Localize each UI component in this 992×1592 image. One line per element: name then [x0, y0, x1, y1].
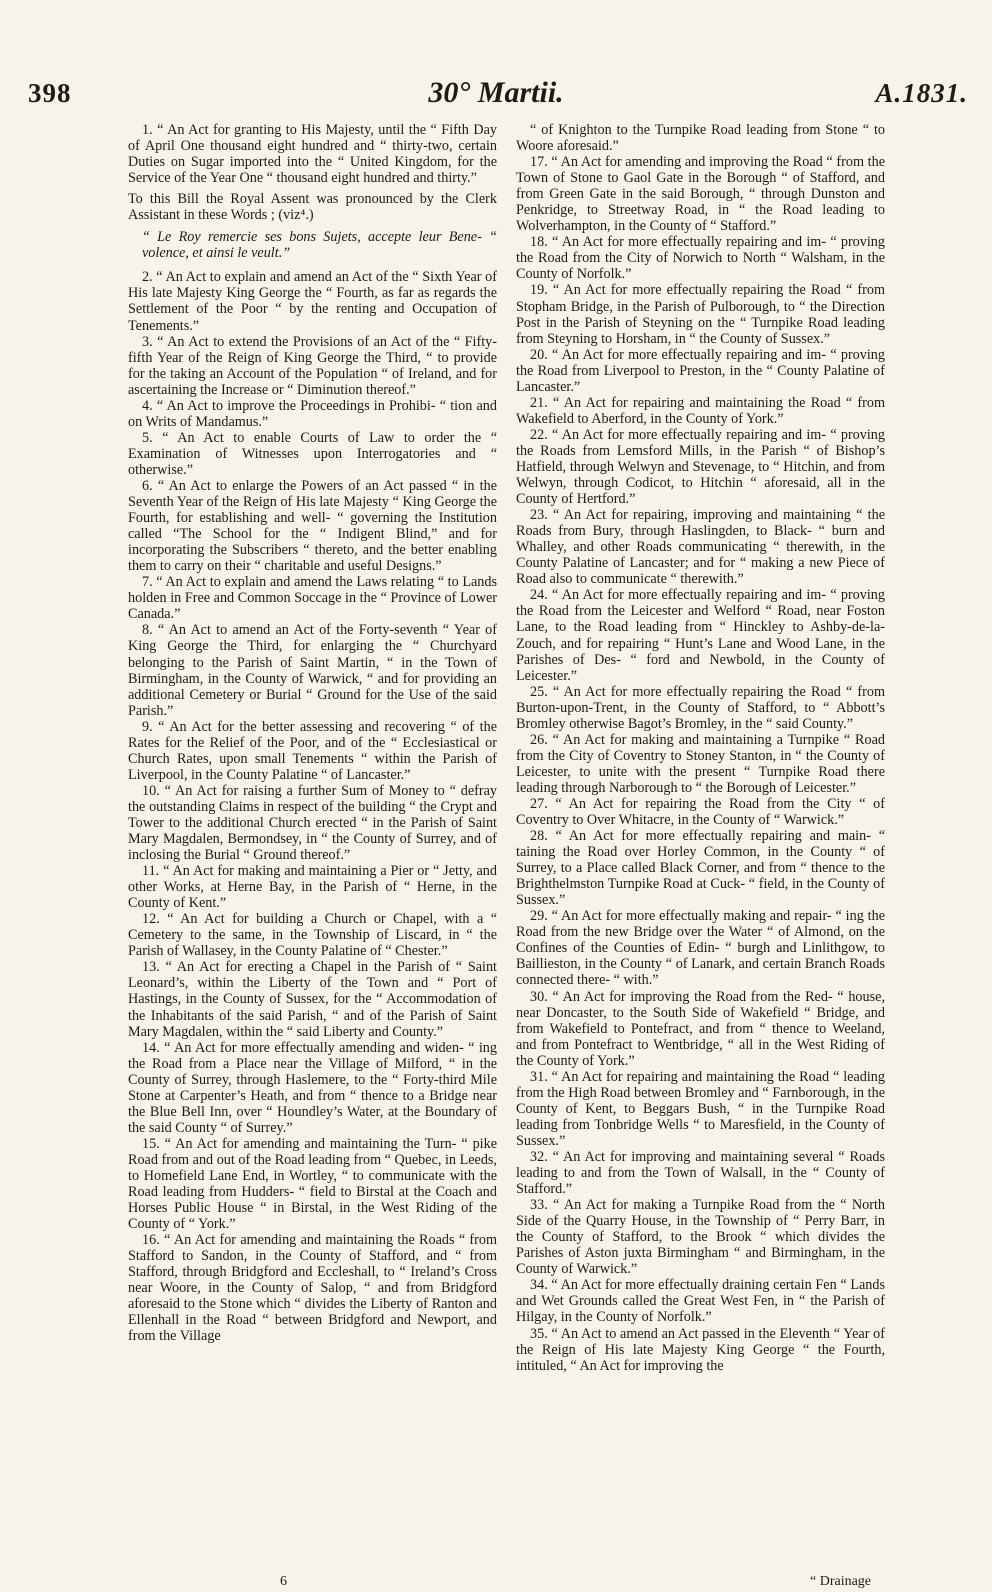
- act-entry: 27. “ An Act for repairing the Road from the City “ of Coventry to Over Whitacre, in the County of “ Warwick.”: [516, 795, 885, 829]
- continued-entry: “ of Knighton to the Turnpike Road leading from Stone “ to Woore aforesaid.”: [516, 122, 885, 155]
- act-entry: 20. “ An Act for more effectually repairing and im- “ proving the Road from Liverpool to Preston, in the “ County Palatine of Lancaster.”: [516, 346, 885, 395]
- act-entry: 17. “ An Act for amending and improving the Road “ from the Town of Stone to Gaol Gate in the Borough “ of Stafford, and from Green Gate in the said Borough, “ through Dunston and Penkridge, to Streetway Road, in “ the Road leading to Wolverhampton, in the County of “ Stafford.”: [516, 154, 885, 235]
- act-entry: 22. “ An Act for more effectually repairing and im- “ proving the Roads from Lemsford Mills, in the Parish “ of Bishop’s Hatfield, through Welwyn and Stevenage, to “ Hitchin, and from Welwyn, through Codicot, to Hitchin “ aforesaid, all in the County of Hertford.”: [516, 426, 885, 508]
- act-entry: 29. “ An Act for more effectually making and repair- “ ing the Road from the new Bridge over the Water “ of Almond, on the Confines of the Counties of Edin- “ burgh and Linlithgow, to Baillieston, in the County “ of Lanark, and certain Branch Roads connected there- “ with.”: [516, 908, 885, 989]
- act-entry: 21. “ An Act for repairing and maintaining the Road “ from Wakefield to Aberford, in the County of York.”: [516, 394, 885, 427]
- act-entry: 6. “ An Act to enlarge the Powers of an Act passed “ in the Seventh Year of the Reign of His late Majesty “ King George the Fourth, for establishing and well- “ governing the Institution called “The School for the “ Indigent Blind,” and for incorporating the Subscribers “ thereto, and the better enabling them to carry on their “ charitable and useful Designs.”: [128, 477, 497, 575]
- running-title: 30° Martii.: [428, 76, 564, 109]
- signature-mark: 6: [280, 1574, 287, 1589]
- act-entry: 26. “ An Act for making and maintaining a Turnpike “ Road from the City of Coventry to Stoney Stanton, in “ the County of Leicester, to unite with the present “ Turnpike Road there leading through Narborough to “ the Borough of Leicester.”: [516, 731, 885, 796]
- act-entry: 23. “ An Act for repairing, improving and maintaining “ the Roads from Bury, through Haslingden, to Black- “ burn and Whalley, and other Roads communicating “ therewith, in the County Palatine of Lancaster; and for “ making a new Piece of Road also to communicate “ therewith.”: [516, 507, 885, 588]
- year-heading: A.1831.: [875, 78, 968, 108]
- act-entry: 1. “ An Act for granting to His Majesty, until the “ Fifth Day of April One thousand eight hundred and “ thirty-two, certain Duties on Sugar imported into the “ United Kingdom, for the Service of the Year One “ thousand eight hundred and thirty.”: [128, 122, 497, 187]
- act-entry: 12. “ An Act for building a Church or Chapel, with a “ Cemetery to the same, in the Township of Liscard, in “ the Parish of Wallasey, in the County Palatine of “ Chester.”: [128, 911, 497, 960]
- act-entry: 4. “ An Act to improve the Proceedings in Prohibi- “ tion and on Writs of Mandamus.”: [128, 397, 497, 430]
- act-entry: 9. “ An Act for the better assessing and recovering “ of the Rates for the Relief of the Poor, and of the “ Ecclesiastical or Church Rates, upon small Tenements “ within the Parish of Liverpool, in the County Palatine “ of Lancaster.”: [128, 718, 497, 783]
- act-entry: 2. “ An Act to explain and amend an Act of the “ Sixth Year of His late Majesty King George the “ Fourth, as far as regards the Settlement of the Poor “ by the renting and Occupation of Tenements.”: [128, 269, 497, 334]
- page-header: [0, 78, 992, 122]
- act-entry: 28. “ An Act for more effectually repairing and main- “ taining the Road over Horley Common, in the County “ of Surrey, to a Place called Black Corner, and from “ thence to the Brighthelmston Turnpike Road at Cuck- “ field, in the County of Sussex.”: [516, 828, 885, 909]
- act-entry: 5. “ An Act to enable Courts of Law to order the “ Examination of Witnesses upon Interrogatories and “ otherwise.”: [128, 429, 497, 478]
- act-entry: 13. “ An Act for erecting a Chapel in the Parish of “ Saint Leonard’s, within the Liberty of the Town and “ Port of Hastings, in the County of Sussex, for the “ Accommodation of the Inhabitants of the said Parish, “ and of the Parish of Saint Mary Magdalen, within the “ said Liberty and County.”: [128, 959, 497, 1040]
- act-entry: 24. “ An Act for more effectually repairing and im- “ proving the Road from the Leicester and Welford “ Road, near Foston Lane, to the Road leading from “ Hinckley to Ashby-de-la-Zouch, and for repairing “ Hunt’s Lane and Wood Lane, in the Parishes of Des- “ ford and Newbold, in the County of Leicester.”: [516, 587, 885, 684]
- catchword: “ Drainage: [810, 1574, 872, 1589]
- act-entry: 19. “ An Act for more effectually repairing the Road “ from Stopham Bridge, in the Parish of Pulborough, to “ the Direction Post in the Parish of Steyning on the “ Turnpike Road leading from Steyning to Horsham, in “ the County of Sussex.”: [516, 282, 885, 347]
- act-entry: 8. “ An Act to amend an Act of the Forty-seventh “ Year of King George the Third, for enlarging the “ Churchyard belonging to the Parish of Saint Martin, “ in the Town of Birmingham, in the County of Warwick, “ and for providing an additional Cemetery or Burial “ Ground for the Use of the said Parish.”: [128, 622, 497, 719]
- act-entry: 34. “ An Act for more effectually draining certain Fen “ Lands and Wet Grounds called the Great West Fen, in “ the Parish of Hilgay, in the County of Norfolk.”: [516, 1277, 885, 1326]
- right-column: [516, 122, 885, 1374]
- act-entry: 31. “ An Act for repairing and maintaining the Road “ leading from the High Road between Bromley and “ Farnborough, in the County of Kent, to Beggars Bush, “ in the Turnpike Road leading from Tonbridge Wells “ to Maresfield, in the County of Sussex.”: [516, 1068, 885, 1149]
- act-entry: 3. “ An Act to extend the Provisions of an Act of the “ Fifty-fifth Year of the Reign of King George the Third, “ to provide for the taking an Account of the Population “ of Ireland, and for ascertaining the Increase or “ Diminution thereof.”: [128, 333, 497, 398]
- act-entry: 16. “ An Act for amending and maintaining the Roads “ from Stafford to Sandon, in the County of Stafford, and “ from Stafford, through Bridgford and Eccleshall, to “ Ireland’s Cross near Woore, in the County of Salop, “ and from Bridgford aforesaid to the Stone which “ divides the Liberty of Ranton and Ellenhall in the Road “ between Bridgford and Newport, and from the Village: [128, 1232, 497, 1345]
- act-entry: 14. “ An Act for more effectually amending and widen- “ ing the Road from a Place near the Village of Milford, “ in the County of Surrey, through Haslemere, to the “ Forty-third Mile Stone at Carpenter’s Heath, and from “ thence to a Bridge near the Blue Bell Inn, over “ Houndley’s Water, at the Boundary of the said County “ of Surrey.”: [128, 1039, 497, 1136]
- act-entry: 11. “ An Act for making and maintaining a Pier or “ Jetty, and other Works, at Herne Bay, in the Parish of “ Herne, in the County of Kent.”: [128, 863, 497, 912]
- act-entry: 25. “ An Act for more effectually repairing the Road “ from Burton-upon-Trent, in the County of Stafford, to “ Abbott’s Bromley otherwise Bagot’s Bromley, in the “ said County.”: [516, 683, 885, 732]
- act-entry: 30. “ An Act for improving the Road from the Red- “ house, near Doncaster, to the South Side of Wakefield “ Bridge, and from Wakefield to Pontefract, and from “ thence to Weeland, and from Pontefract to Wentbridge, “ all in the West Riding of the County of York.”: [516, 988, 885, 1069]
- act-entry: 33. “ An Act for making a Turnpike Road from the “ North Side of the Quarry House, in the Township of “ Perry Barr, in the County of Stafford, to the Brook “ which divides the Parishes of Aston juxta Birmingham “ and Birmingham, in the County of Warwick.”: [516, 1197, 885, 1278]
- act-entry: 15. “ An Act for amending and maintaining the Turn- “ pike Road from and out of the Road leading from “ Quebec, in Leeds, to Homefield Lane End, in Wortley, “ to communicate with the Road leading from Hudders- “ field to Birstal at the Coach and Horses Public House “ in Birstal, in the West Riding of the County of “ York.”: [128, 1135, 497, 1233]
- page-number: 398: [28, 78, 72, 108]
- royal-assent-formula: “ Le Roy remercie ses bons Sujets, accepte leur Bene- “ volence, et ainsi le veult.”: [142, 229, 497, 262]
- act-entry: 7. “ An Act to explain and amend the Laws relating “ to Lands holden in Free and Common Soccage in the “ Province of Lower Canada.”: [128, 574, 497, 623]
- left-column: [128, 122, 497, 1345]
- royal-assent-note: To this Bill the Royal Assent was pronounced by the Clerk Assistant in these Words ; (viz⁴.): [128, 191, 497, 224]
- act-entry: 32. “ An Act for improving and maintaining several “ Roads leading to and from the Town of Walsall, in the “ County of Stafford.”: [516, 1149, 885, 1198]
- act-entry: 35. “ An Act to amend an Act passed in the Eleventh “ Year of the Reign of His late Majesty King George “ the Fourth, intituled, “ An Act for improving the: [516, 1325, 885, 1374]
- act-entry: 10. “ An Act for raising a further Sum of Money to “ defray the outstanding Claims in respect of the building “ the Crypt and Tower to the additional Church erected “ in the Parish of Saint Mary Magdalen, Bermondsey, in “ the County of Surrey, and of inclosing the Burial “ Ground thereof.”: [128, 782, 497, 864]
- act-entry: 18. “ An Act for more effectually repairing and im- “ proving the Road from the City of Norwich to North “ Walsham, in the County of Norfolk.”: [516, 234, 885, 283]
